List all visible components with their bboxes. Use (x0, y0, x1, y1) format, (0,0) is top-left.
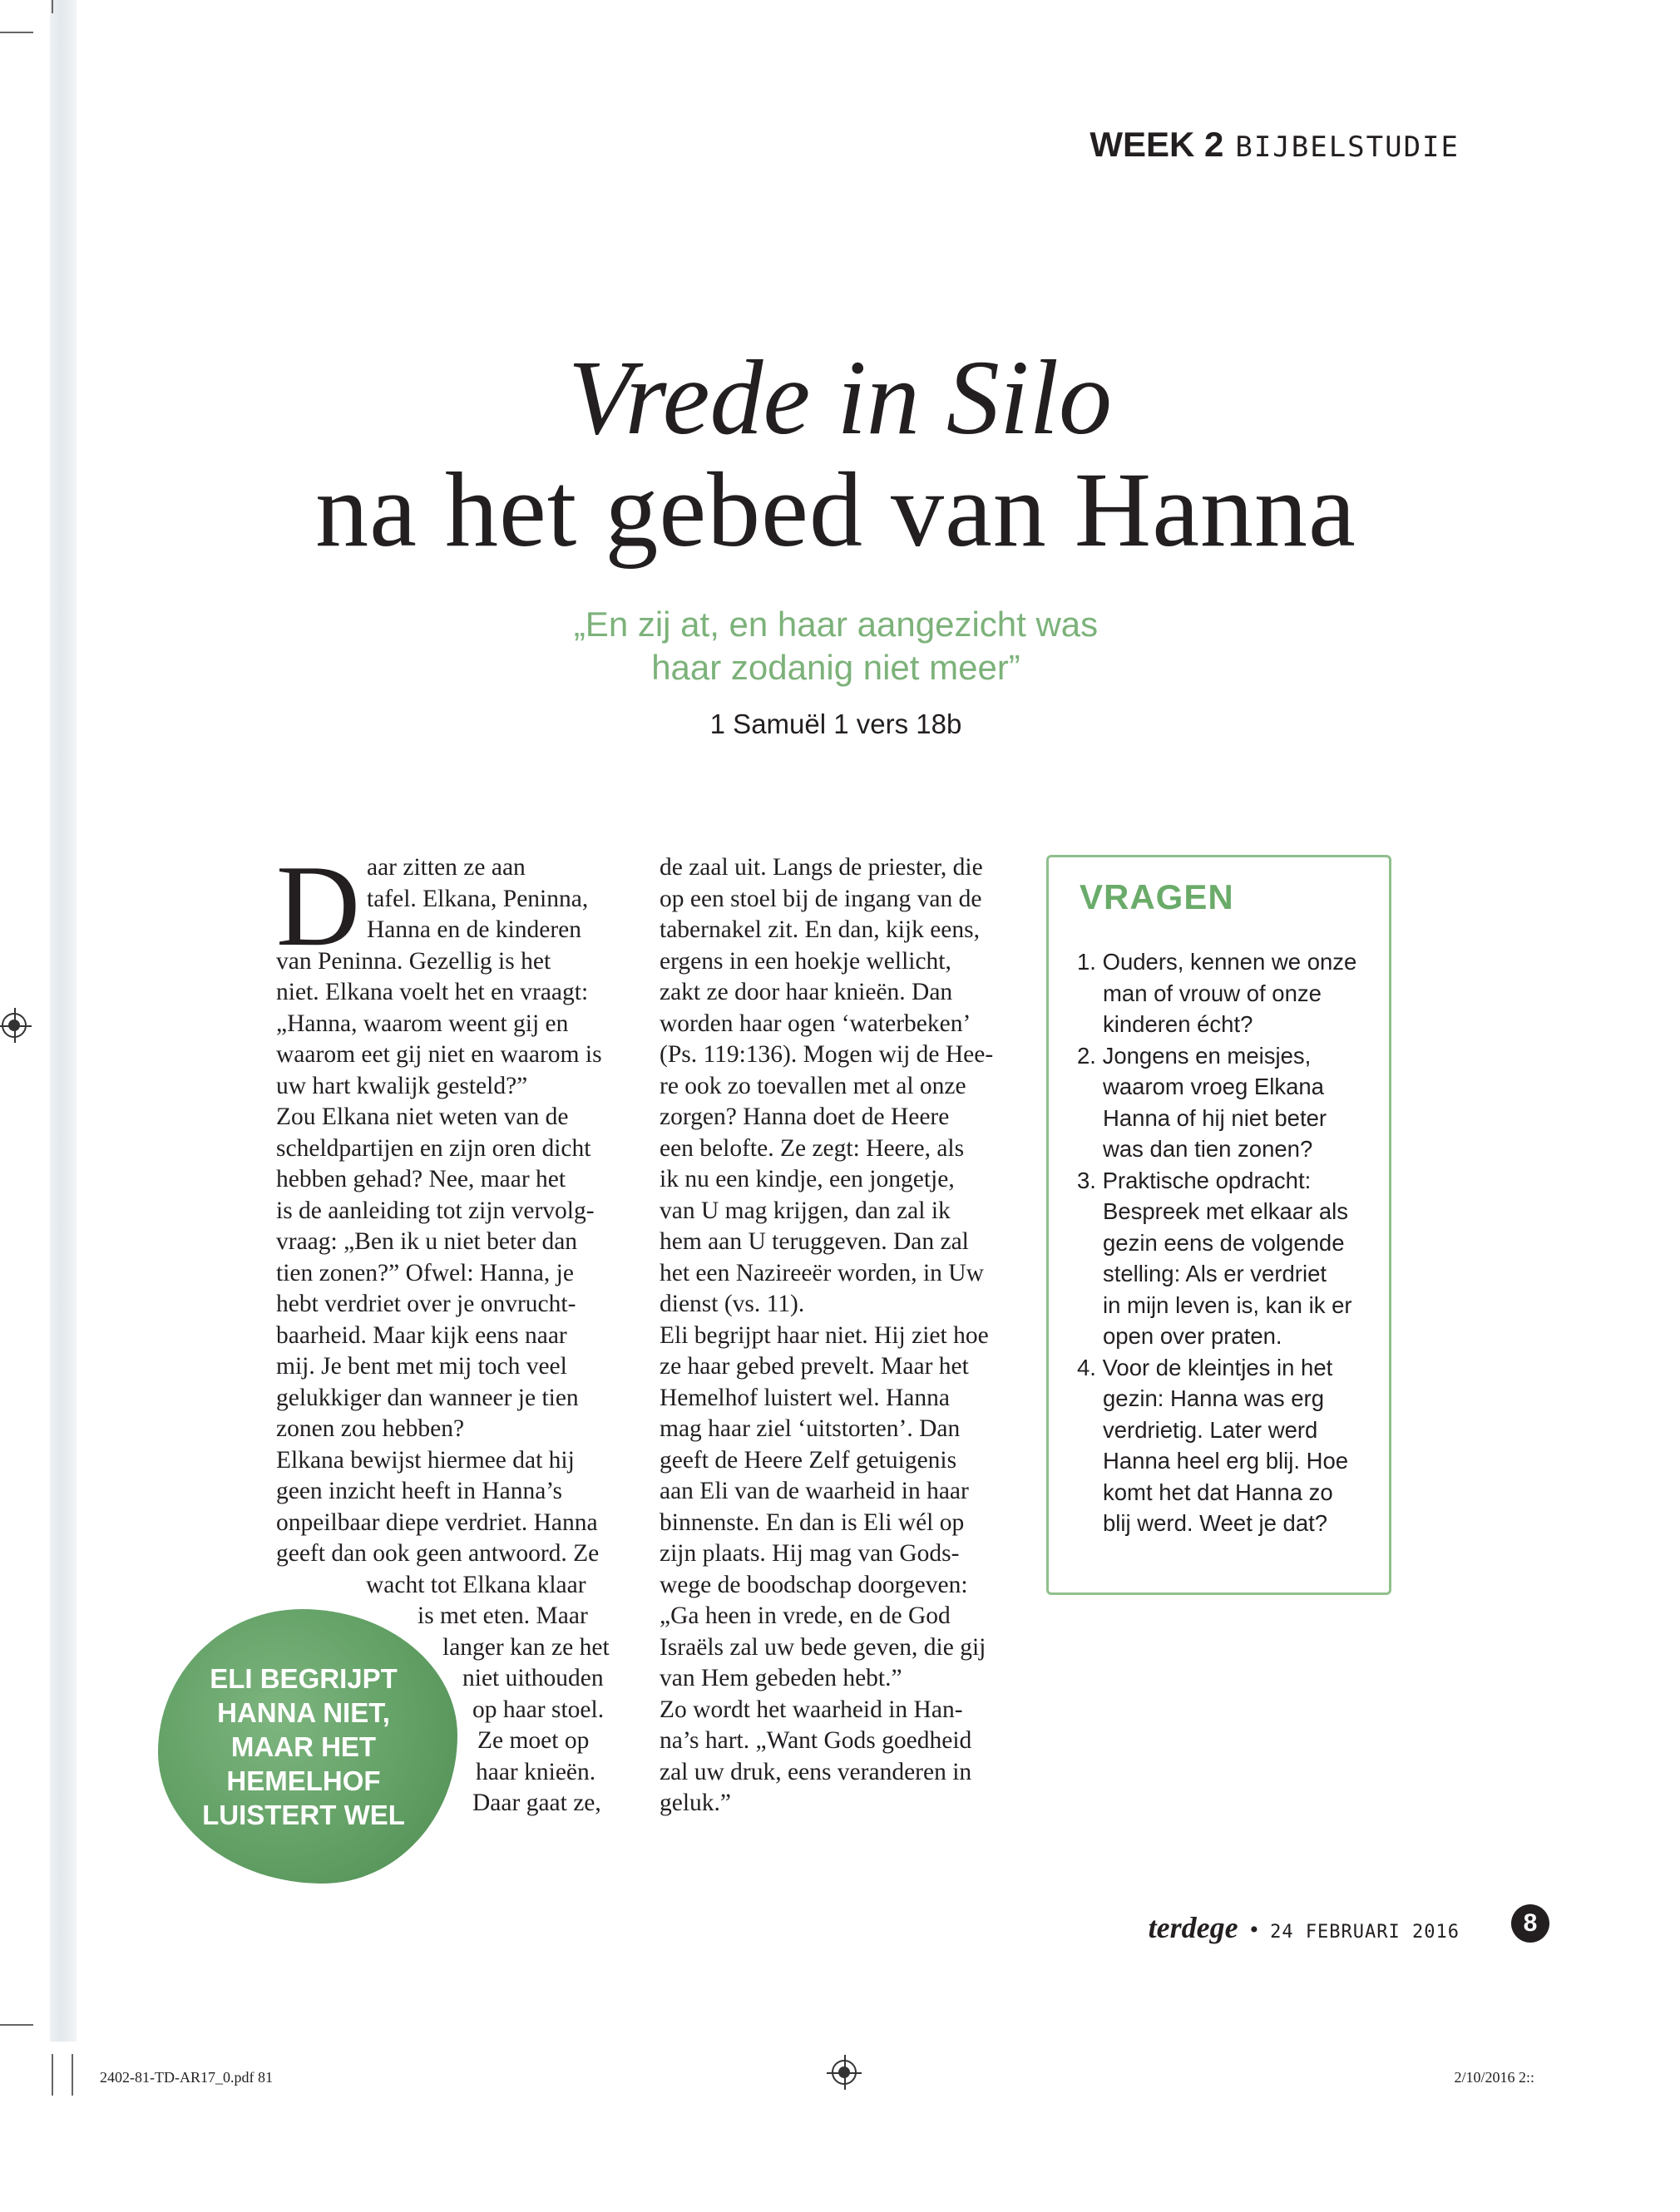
text-line: niet uithouden (462, 1665, 604, 1691)
callout-line: MAAR HET (230, 1731, 377, 1762)
text-line: geeft de Heere Zelf getuigenis (660, 1446, 957, 1474)
text-line: ze haar gebed prevelt. Maar het (660, 1353, 969, 1380)
crop-mark-top-left-v (52, 0, 53, 13)
text-line: zal uw druk, eens veranderen in (660, 1758, 972, 1785)
text-line: is met eten. Maar (418, 1602, 588, 1629)
text-line: scheldpartijen en zijn oren dicht (276, 1134, 591, 1162)
text-line: van Hem gebeden hebt.” (660, 1665, 902, 1691)
text-line: geen inzicht heeft in Hanna’s (276, 1478, 563, 1504)
question-line: man of vrouw of onze (1103, 980, 1322, 1006)
text-line: mij. Je bent met mij toch veel (276, 1353, 567, 1380)
body-column-2 (660, 852, 993, 1819)
week-label: WEEK 2 (1090, 125, 1224, 164)
text-line: geluk.” (660, 1790, 732, 1816)
text-line: geeft dan ook geen antwoord. Ze (276, 1540, 600, 1567)
question-line: was dan tien zonen? (1103, 1136, 1313, 1162)
registration-mark-left (2, 1013, 27, 1038)
callout-line: HANNA NIET, (217, 1697, 390, 1728)
question-line: 3. Praktische opdracht: (1077, 1167, 1312, 1193)
quote-line-1: „En zij at, en haar aangezicht was (573, 605, 1099, 644)
callout-line: ELI BEGRIJPT (210, 1663, 398, 1694)
question-line: 2. Jongens en meisjes, (1077, 1042, 1312, 1069)
text-line: Ze moet op (477, 1727, 590, 1754)
registration-mark-bottom (832, 2060, 857, 2085)
text-line: Hemelhof luistert wel. Hanna (660, 1384, 950, 1411)
text-line: ik nu een kindje, een jongetje, (660, 1166, 955, 1192)
text-line: wacht tot Elkana klaar (366, 1571, 586, 1598)
text-line: worden haar ogen ‘waterbeken’ (660, 1010, 971, 1037)
title-line-2: na het gebed van Hanna (315, 451, 1356, 569)
text-line: uw hart kwalijk gesteld?” (276, 1072, 528, 1099)
text-line: zijn plaats. Hij mag van Gods- (660, 1540, 960, 1567)
callout-line: HEMELHOF (226, 1765, 381, 1796)
question-line: Hanna of hij niet beter (1103, 1104, 1327, 1131)
text-line: Daar gaat ze, (472, 1790, 601, 1816)
question-line: gezin eens de volgende (1103, 1229, 1345, 1256)
text-line: binnenste. En dan is Eli wél op (660, 1508, 965, 1536)
text-line: re ook zo toevallen met al onze (660, 1072, 966, 1099)
question-line: 1. Ouders, kennen we onze (1077, 949, 1357, 975)
callout-line: LUISTERT WEL (202, 1800, 405, 1830)
text-line: Zou Elkana niet weten van de (276, 1104, 569, 1130)
text-line: langer kan ze het (442, 1633, 610, 1661)
text-line: tien zonen?” Ofwel: Hanna, je (276, 1259, 574, 1286)
text-line: een belofte. Ze zegt: Heere, als (660, 1134, 965, 1162)
text-line: aan Eli van de waarheid in haar (660, 1478, 969, 1504)
question-line: Bespreek met elkaar als (1103, 1198, 1348, 1224)
page-gutter-shadow (50, 0, 77, 2042)
question-line: blij werd. Weet je dat? (1103, 1510, 1328, 1536)
text-line: (Ps. 119:136). Mogen wij de Hee- (660, 1041, 994, 1068)
text-line: vraag: „Ben ik u niet beter dan (276, 1228, 578, 1255)
question-line: verdrietig. Later werd (1103, 1416, 1318, 1443)
text-line: hem aan U teruggeven. Dan zal (660, 1228, 969, 1255)
text-line: Hanna en de kinderen (367, 916, 582, 943)
text-line: zorgen? Hanna doet de Heere (660, 1104, 950, 1130)
text-line: Eli begrijpt haar niet. Hij ziet hoe (660, 1321, 989, 1349)
crop-mark-bottom-left (0, 2024, 33, 2026)
title-line-1: Vrede in Silo (567, 338, 1113, 457)
text-line: tabernakel zit. En dan, kijk eens, (660, 916, 980, 943)
text-line: haar knieën. (476, 1758, 596, 1785)
text-line: onpeilbaar diepe verdriet. Hanna (276, 1508, 598, 1536)
text-line: zonen zou hebben? (276, 1415, 465, 1442)
crop-mark-bottom-left-v (52, 2054, 53, 2096)
text-line: waarom eet gij niet en waarom is (276, 1041, 602, 1068)
text-line: is de aanleiding tot zijn vervolg- (276, 1197, 595, 1224)
text-line: de zaal uit. Langs de priester, die (660, 854, 983, 881)
print-slug-file: 2402-81-TD-AR17_0.pdf 81 (100, 2069, 273, 2086)
text-line: baarheid. Maar kijk eens naar (276, 1321, 567, 1349)
page-footer (1149, 1910, 1460, 1945)
scripture-reference: 1 Samuël 1 vers 18b (709, 709, 962, 739)
text-line: hebt verdriet over je onvrucht- (276, 1291, 576, 1317)
question-line: Hanna heel erg blij. Hoe (1103, 1448, 1349, 1474)
page-number: 8 (1511, 1904, 1549, 1943)
question-line: komt het dat Hanna zo (1103, 1479, 1333, 1505)
magazine-logo: terdege (1148, 1911, 1238, 1944)
footer-separator: • (1249, 1916, 1259, 1943)
text-line: na’s hart. „Want Gods goedheid (660, 1727, 972, 1754)
crop-mark-bottom-left-v2 (72, 2054, 73, 2096)
text-line: Israëls zal uw bede geven, die gij (660, 1633, 986, 1661)
text-line: Zo wordt het waarheid in Han- (660, 1696, 963, 1723)
questions-title: VRAGEN (1080, 877, 1234, 916)
question-line: gezin: Hanna was erg (1103, 1385, 1324, 1411)
print-slug-stamp: 2/10/2016 2:: (1454, 2069, 1534, 2086)
drop-cap: D (276, 842, 361, 970)
section-label: BIJBELSTUDIE (1235, 131, 1460, 164)
text-line: gelukkiger dan wanneer je tien (276, 1384, 579, 1411)
text-line: op een stoel bij de ingang van de (660, 885, 982, 912)
text-line: op haar stoel. (472, 1696, 605, 1723)
text-line: wege de boodschap doorgeven: (660, 1571, 968, 1598)
text-line: „Ga heen in vrede, en de God (660, 1602, 951, 1629)
text-line: tafel. Elkana, Peninna, (367, 885, 589, 912)
text-line: zakt ze door haar knieën. Dan (660, 979, 953, 1005)
pull-quote-callout (166, 1661, 441, 1832)
question-line: waarom vroeg Elkana (1103, 1074, 1324, 1099)
section-header (1090, 125, 1460, 165)
question-line: kinderen écht? (1103, 1011, 1253, 1037)
issue-date: 24 FEBRUARI 2016 (1270, 1922, 1460, 1943)
question-line: 4. Voor de kleintjes in het (1077, 1354, 1333, 1380)
text-line: van U mag krijgen, dan zal ik (660, 1197, 951, 1224)
text-line: niet. Elkana voelt het en vraagt: (276, 979, 589, 1005)
text-line: „Hanna, waarom weent gij en (276, 1010, 569, 1037)
text-line: dienst (vs. 11). (660, 1291, 805, 1317)
text-line: Elkana bewijst hiermee dat hij (276, 1446, 575, 1474)
questions-list (1077, 946, 1385, 1539)
text-line: van Peninna. Gezellig is het (276, 947, 551, 975)
text-line: ergens in een hoekje wellicht, (660, 947, 951, 975)
crop-mark-top-left (0, 32, 33, 33)
text-line: hebben gehad? Nee, maar het (276, 1166, 566, 1192)
question-line: in mijn leven is, kan ik er (1103, 1291, 1352, 1318)
question-line: open over praten. (1103, 1323, 1282, 1349)
quote-line-2: haar zodanig niet meer” (651, 648, 1020, 687)
text-line: het een Nazireeër worden, in Uw (660, 1259, 984, 1286)
text-line: aar zitten ze aan (367, 854, 526, 881)
scripture-quote (449, 603, 1223, 689)
text-line: mag haar ziel ‘uitstorten’. Dan (660, 1415, 961, 1442)
question-line: stelling: Als er verdriet (1103, 1261, 1327, 1286)
